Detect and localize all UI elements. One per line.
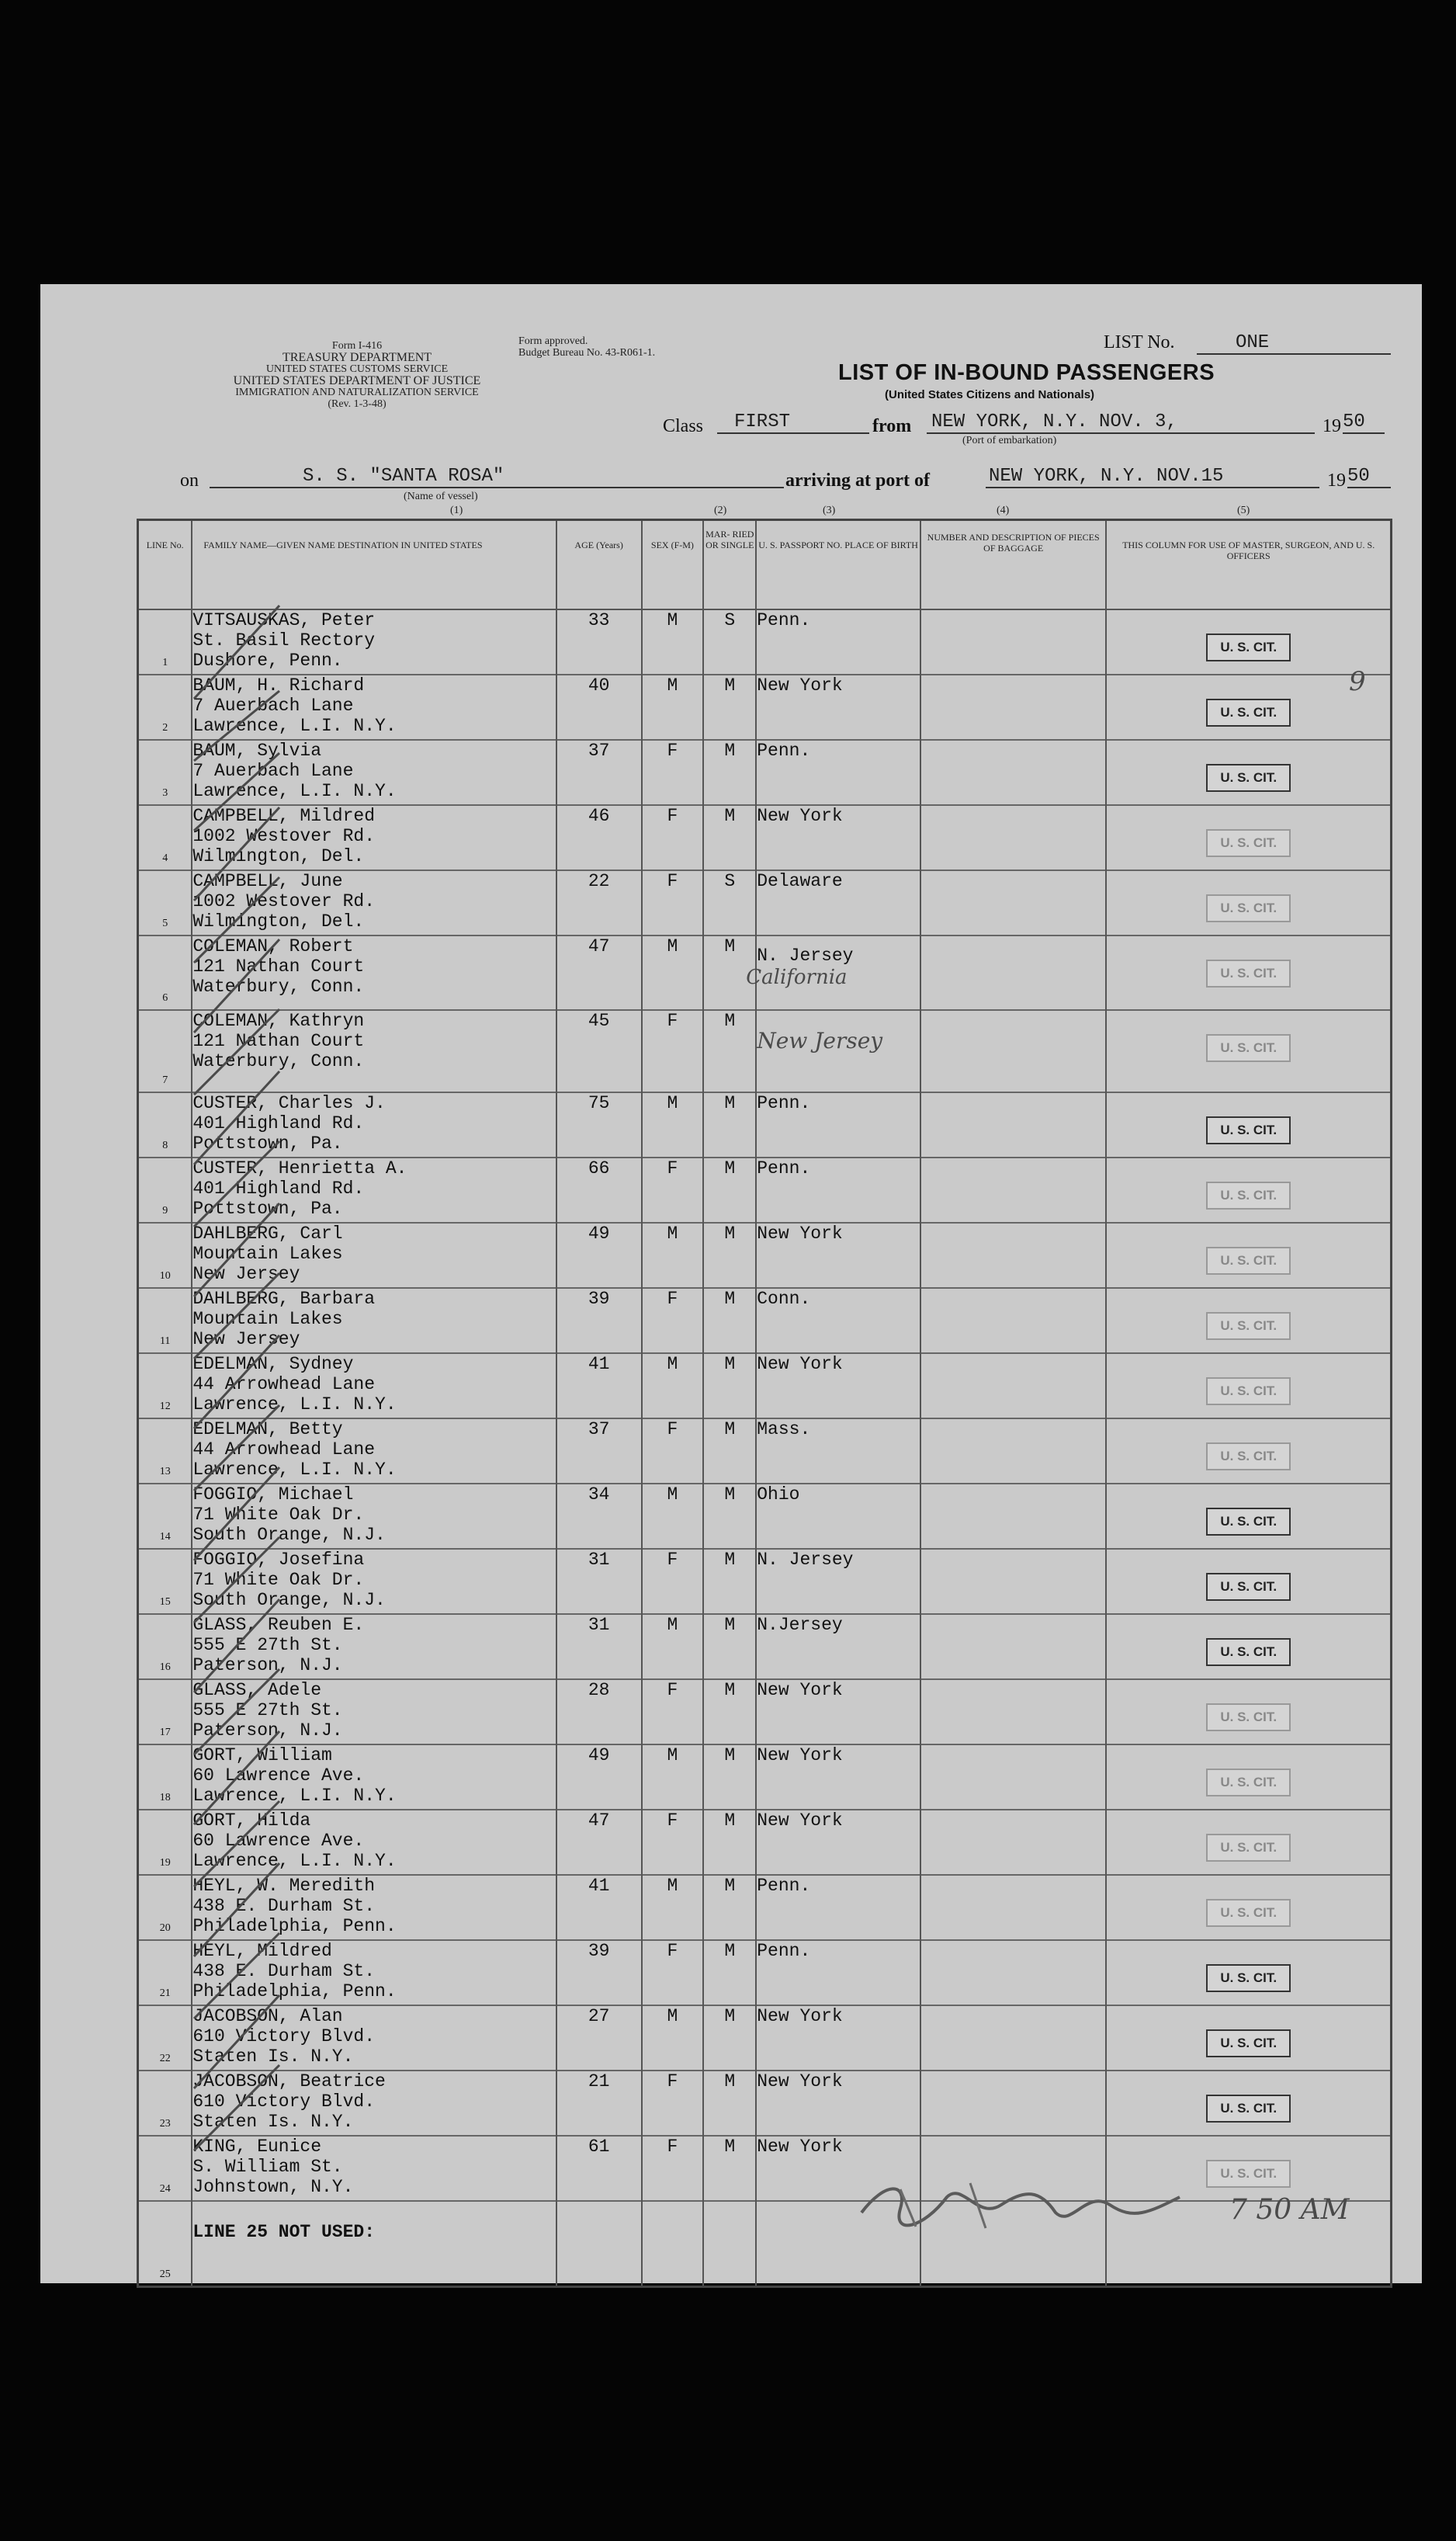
name-cell: FOGGIO, Michael 71 White Oak Dr. South Orange, N.J. <box>192 1484 556 1549</box>
birthplace-text: N. Jersey <box>757 946 854 966</box>
birthplace-cell: New York <box>756 675 920 740</box>
sex-cell: F <box>642 1679 704 1744</box>
sex-cell: F <box>642 2136 704 2201</box>
age-cell: 47 <box>556 936 642 1010</box>
on-label: on <box>180 470 199 491</box>
inspector-signature <box>854 2166 1195 2236</box>
table-row <box>138 675 1392 740</box>
baggage-cell <box>920 609 1106 675</box>
us-cit-stamp: U. S. CIT. <box>1206 1247 1291 1275</box>
age-cell: 61 <box>556 2136 642 2201</box>
birthplace-cell: Penn. <box>756 740 920 805</box>
table-row <box>138 1549 1392 1614</box>
officer-cell <box>1106 1010 1391 1092</box>
list-no-value: ONE <box>1197 332 1391 355</box>
handwritten-note: New Jersey <box>757 1028 883 1054</box>
line-no-cell: 24 <box>138 2136 192 2201</box>
col-number-2: (2) <box>714 505 727 516</box>
baggage-cell <box>920 2005 1106 2071</box>
list-no-label: LIST No. <box>1104 332 1175 352</box>
line-no-cell: 18 <box>138 1744 192 1810</box>
baggage-cell <box>920 870 1106 936</box>
birthplace-cell: Mass. <box>756 1418 920 1484</box>
line-no-cell: 11 <box>138 1288 192 1353</box>
port-caption: (Port of embarkation) <box>962 435 1057 446</box>
name-cell: HEYL, W. Meredith 438 E. Durham St. Philadelphia, Penn. <box>192 1875 556 1940</box>
sex-cell: M <box>642 1353 704 1418</box>
sex-cell: F <box>642 740 704 805</box>
table-row <box>138 1418 1392 1484</box>
officer-cell <box>1106 1810 1391 1875</box>
marital-cell: M <box>703 1940 756 2005</box>
birthplace-cell: New York <box>756 2071 920 2136</box>
class-label: Class <box>663 416 704 436</box>
header-line-no: LINE No. <box>138 520 192 610</box>
table-row <box>138 1810 1392 1875</box>
baggage-cell <box>920 805 1106 870</box>
officer-cell <box>1106 1875 1391 1940</box>
sex-cell: M <box>642 1875 704 1940</box>
us-cit-stamp: U. S. CIT. <box>1206 1116 1291 1144</box>
form-approval <box>518 335 655 359</box>
marital-cell: M <box>703 1484 756 1549</box>
us-cit-stamp: U. S. CIT. <box>1206 829 1291 857</box>
age-cell: 33 <box>556 609 642 675</box>
form-number: Form I-416 <box>331 340 383 352</box>
officer-cell <box>1106 1092 1391 1158</box>
line-no-cell: 23 <box>138 2071 192 2136</box>
birthplace-cell: New York <box>756 2136 920 2201</box>
form-revision: (Rev. 1-3-48) <box>328 398 387 410</box>
col-number-5: (5) <box>1237 505 1250 516</box>
baggage-cell <box>920 1549 1106 1614</box>
officer-cell <box>1106 1744 1391 1810</box>
sex-cell: M <box>642 1744 704 1810</box>
class-value: FIRST <box>717 411 869 434</box>
birthplace-cell: New York <box>756 1744 920 1810</box>
officer-cell <box>1106 936 1391 1010</box>
us-cit-stamp: U. S. CIT. <box>1206 1034 1291 1062</box>
us-cit-stamp: U. S. CIT. <box>1206 2029 1291 2057</box>
officer-cell <box>1106 2071 1391 2136</box>
us-cit-stamp: U. S. CIT. <box>1206 1573 1291 1601</box>
marital-cell: M <box>703 740 756 805</box>
age-cell: 66 <box>556 1158 642 1223</box>
sex-cell: F <box>642 2071 704 2136</box>
sex-cell: M <box>642 609 704 675</box>
baggage-cell <box>920 1810 1106 1875</box>
officer-cell <box>1106 1418 1391 1484</box>
name-cell: CUSTER, Charles J. 401 Highland Rd. Pottstown, Pa. <box>192 1092 556 1158</box>
table-row <box>138 1744 1392 1810</box>
age-cell: 31 <box>556 1614 642 1679</box>
officer-cell <box>1106 805 1391 870</box>
birthplace-cell: New York <box>756 805 920 870</box>
age-cell: 75 <box>556 1092 642 1158</box>
header-sex: SEX (F-M) <box>642 520 704 610</box>
marital-cell: M <box>703 1288 756 1353</box>
table-row <box>138 1875 1392 1940</box>
marital-cell: M <box>703 675 756 740</box>
from-label: from <box>872 416 912 436</box>
age-cell: 49 <box>556 1744 642 1810</box>
baggage-cell <box>920 1092 1106 1158</box>
baggage-cell <box>920 2071 1106 2136</box>
table-row <box>138 1679 1392 1744</box>
birthplace-cell: Penn. <box>756 1092 920 1158</box>
from-value: NEW YORK, N.Y. NOV. 3, <box>927 411 1315 434</box>
us-cit-stamp: U. S. CIT. <box>1206 1508 1291 1536</box>
sex-cell: M <box>642 2005 704 2071</box>
birthplace-cell: New York <box>756 2005 920 2071</box>
birthplace-cell: Ohio <box>756 1484 920 1549</box>
sex-cell: F <box>642 870 704 936</box>
marital-cell: S <box>703 609 756 675</box>
us-cit-stamp: U. S. CIT. <box>1206 1312 1291 1340</box>
line-no-cell: 16 <box>138 1614 192 1679</box>
sex-cell: M <box>642 1614 704 1679</box>
from-year-prefix: 19 <box>1323 416 1341 436</box>
sex-cell: M <box>642 675 704 740</box>
header-passport: U. S. PASSPORT NO. PLACE OF BIRTH <box>756 520 920 610</box>
name-cell: JACOBSON, Beatrice 610 Victory Blvd. Staten Is. N.Y. <box>192 2071 556 2136</box>
ins-service: IMMIGRATION AND NATURALIZATION SERVICE <box>235 387 479 398</box>
age-cell: 46 <box>556 805 642 870</box>
us-cit-stamp: U. S. CIT. <box>1206 699 1291 727</box>
birthplace-cell: Penn. <box>756 609 920 675</box>
line-no-cell: 21 <box>138 1940 192 2005</box>
name-cell: DAHLBERG, Carl Mountain Lakes New Jersey <box>192 1223 556 1288</box>
baggage-cell <box>920 1875 1106 1940</box>
header-married: MAR- RIED OR SINGLE <box>703 520 756 610</box>
birthplace-cell: Delaware <box>756 870 920 936</box>
table-row <box>138 2201 1392 2287</box>
name-cell: KING, Eunice S. William St. Johnstown, N.Y. <box>192 2136 556 2201</box>
marital-cell: M <box>703 936 756 1010</box>
name-cell: VITSAUSKAS, Peter St. Basil Rectory Dushore, Penn. <box>192 609 556 675</box>
sex-cell: M <box>642 1223 704 1288</box>
table-row <box>138 805 1392 870</box>
officer-cell <box>1106 1549 1391 1614</box>
us-cit-stamp: U. S. CIT. <box>1206 2095 1291 2123</box>
marital-cell: M <box>703 2005 756 2071</box>
officer-cell <box>1106 1614 1391 1679</box>
handwritten-time: 7 50 AM <box>1229 2194 1350 2226</box>
age-cell: 40 <box>556 675 642 740</box>
line-no-cell: 20 <box>138 1875 192 1940</box>
col-number-4: (4) <box>997 505 1010 516</box>
budget-bureau: Budget Bureau No. 43-R061-1. <box>518 347 656 359</box>
line-no-cell: 1 <box>138 609 192 675</box>
marital-cell: M <box>703 1223 756 1288</box>
age-cell: 41 <box>556 1875 642 1940</box>
line-no-cell: 10 <box>138 1223 192 1288</box>
sex-cell: F <box>642 1418 704 1484</box>
marital-cell: M <box>703 1010 756 1092</box>
age-cell: 47 <box>556 1810 642 1875</box>
us-cit-stamp: U. S. CIT. <box>1206 1703 1291 1731</box>
name-cell: GORT, William 60 Lawrence Ave. Lawrence, L.I. N.Y. <box>192 1744 556 1810</box>
age-cell <box>556 2201 642 2287</box>
table-row <box>138 936 1392 1010</box>
form-subtitle: (United States Citizens and Nationals) <box>885 388 1095 401</box>
header-officer-use: THIS COLUMN FOR USE OF MASTER, SURGEON, AND U. S. OFFICERS <box>1106 520 1391 610</box>
birthplace-cell: Penn. <box>756 1158 920 1223</box>
name-cell: CAMPBELL, June 1002 Westover Rd. Wilmington, Del. <box>192 870 556 936</box>
baggage-cell <box>920 936 1106 1010</box>
officer-cell <box>1106 1353 1391 1418</box>
header-name: FAMILY NAME—GIVEN NAME DESTINATION IN UNITED STATES <box>192 520 556 610</box>
age-cell: 27 <box>556 2005 642 2071</box>
sex-cell: F <box>642 1010 704 1092</box>
table-row <box>138 740 1392 805</box>
table-row <box>138 1353 1392 1418</box>
header-baggage: NUMBER AND DESCRIPTION OF PIECES OF BAGGAGE <box>920 520 1106 610</box>
us-cit-stamp: U. S. CIT. <box>1206 1964 1291 1992</box>
birthplace-cell: New York <box>756 1810 920 1875</box>
baggage-cell <box>920 1614 1106 1679</box>
officer-cell <box>1106 870 1391 936</box>
baggage-cell <box>920 1158 1106 1223</box>
arrival-value: NEW YORK, N.Y. NOV.15 <box>986 466 1319 488</box>
arrival-year: 50 <box>1347 466 1391 488</box>
marital-cell: M <box>703 1158 756 1223</box>
line-no-cell: 15 <box>138 1549 192 1614</box>
line-unused-note: LINE 25 NOT USED: <box>192 2222 376 2242</box>
name-cell: HEYL, Mildred 438 E. Durham St. Philadelphia, Penn. <box>192 1940 556 2005</box>
table-row <box>138 1010 1392 1092</box>
from-year: 50 <box>1343 411 1385 434</box>
line-no-cell: 9 <box>138 1158 192 1223</box>
marital-cell: M <box>703 1679 756 1744</box>
officer-cell <box>1106 1940 1391 2005</box>
arrival-year-prefix: 19 <box>1327 470 1346 491</box>
name-cell: GLASS, Reuben E. 555 E 27th St. Paterson, N.J. <box>192 1614 556 1679</box>
marital-cell: M <box>703 1614 756 1679</box>
line-no-cell: 5 <box>138 870 192 936</box>
age-cell: 39 <box>556 1940 642 2005</box>
form-title: LIST OF IN-BOUND PASSENGERS <box>838 360 1215 385</box>
margin-tally-number: 9 <box>1349 666 1366 697</box>
baggage-cell <box>920 1353 1106 1418</box>
age-cell: 31 <box>556 1549 642 1614</box>
marital-cell: M <box>703 1418 756 1484</box>
name-cell <box>192 2201 556 2287</box>
line-no-cell: 6 <box>138 936 192 1010</box>
sex-cell: M <box>642 1484 704 1549</box>
us-cit-stamp: U. S. CIT. <box>1206 634 1291 661</box>
form-approved: Form approved. <box>518 335 588 347</box>
baggage-cell <box>920 740 1106 805</box>
name-cell: BAUM, H. Richard 7 Auerbach Lane Lawrence, L.I. N.Y. <box>192 675 556 740</box>
line-no-cell: 17 <box>138 1679 192 1744</box>
name-cell: CAMPBELL, Mildred 1002 Westover Rd. Wilmington, Del. <box>192 805 556 870</box>
header-age: AGE (Years) <box>556 520 642 610</box>
officer-cell <box>1106 740 1391 805</box>
table-row <box>138 1940 1392 2005</box>
us-cit-stamp: U. S. CIT. <box>1206 2160 1291 2188</box>
us-cit-stamp: U. S. CIT. <box>1206 1899 1291 1927</box>
baggage-cell <box>920 1418 1106 1484</box>
line-no-cell: 3 <box>138 740 192 805</box>
officer-cell <box>1106 609 1391 675</box>
line-no-cell: 2 <box>138 675 192 740</box>
arriving-label: arriving at port of <box>785 470 930 491</box>
birthplace-cell: Penn. <box>756 1940 920 2005</box>
passenger-table <box>137 519 1392 2288</box>
table-row <box>138 1484 1392 1549</box>
treasury-dept: TREASURY DEPARTMENT <box>282 351 432 364</box>
baggage-cell <box>920 1223 1106 1288</box>
birthplace-cell: Conn. <box>756 1288 920 1353</box>
sex-cell <box>642 2201 704 2287</box>
col-number-3: (3) <box>823 505 836 516</box>
us-cit-stamp: U. S. CIT. <box>1206 764 1291 792</box>
us-cit-stamp: U. S. CIT. <box>1206 1638 1291 1666</box>
name-cell: GORT, Hilda 60 Lawrence Ave. Lawrence, L.I. N.Y. <box>192 1810 556 1875</box>
age-cell: 28 <box>556 1679 642 1744</box>
birthplace-cell <box>746 936 920 1010</box>
table-row <box>138 1223 1392 1288</box>
name-cell: GLASS, Adele 555 E 27th St. Paterson, N.J. <box>192 1679 556 1744</box>
us-cit-stamp: U. S. CIT. <box>1206 960 1291 988</box>
us-cit-stamp: U. S. CIT. <box>1206 1834 1291 1862</box>
marital-cell: M <box>703 2071 756 2136</box>
marital-cell: S <box>703 870 756 936</box>
sex-cell: F <box>642 1940 704 2005</box>
name-cell: COLEMAN, Kathryn 121 Nathan Court Waterbury, Conn. <box>192 1010 556 1092</box>
birthplace-cell: New York <box>756 1223 920 1288</box>
sex-cell: F <box>642 1549 704 1614</box>
name-cell: EDELMAN, Sydney 44 Arrowhead Lane Lawrence, L.I. N.Y. <box>192 1353 556 1418</box>
birthplace-cell: Penn. <box>756 1875 920 1940</box>
table-row <box>138 609 1392 675</box>
name-cell: FOGGIO, Josefina 71 White Oak Dr. South Orange, N.J. <box>192 1549 556 1614</box>
birthplace-cell: New York <box>756 1679 920 1744</box>
sex-cell: M <box>642 936 704 1010</box>
sex-cell: F <box>642 1288 704 1353</box>
sex-cell: M <box>642 1092 704 1158</box>
line-no-cell: 12 <box>138 1353 192 1418</box>
table-row <box>138 2071 1392 2136</box>
line-no-cell: 25 <box>138 2201 192 2287</box>
customs-service: UNITED STATES CUSTOMS SERVICE <box>265 363 449 375</box>
officer-cell <box>1106 2005 1391 2071</box>
table-row <box>138 1158 1392 1223</box>
birthplace-cell: New York <box>756 1353 920 1418</box>
age-cell: 49 <box>556 1223 642 1288</box>
name-cell: JACOBSON, Alan 610 Victory Blvd. Staten Is. N.Y. <box>192 2005 556 2071</box>
baggage-cell <box>920 675 1106 740</box>
vessel-name: S. S. "SANTA ROSA" <box>210 466 784 488</box>
marital-cell <box>703 2201 756 2287</box>
marital-cell: M <box>703 805 756 870</box>
us-cit-stamp: U. S. CIT. <box>1206 1769 1291 1796</box>
us-cit-stamp: U. S. CIT. <box>1206 1377 1291 1405</box>
marital-cell: M <box>703 2136 756 2201</box>
table-row <box>138 1288 1392 1353</box>
baggage-cell <box>920 1940 1106 2005</box>
table-row <box>138 1614 1392 1679</box>
justice-dept: UNITED STATES DEPARTMENT OF JUSTICE <box>233 374 481 387</box>
officer-cell <box>1106 1223 1391 1288</box>
baggage-cell <box>920 1010 1106 1092</box>
name-cell: CUSTER, Henrietta A. 401 Highland Rd. Pottstown, Pa. <box>192 1158 556 1223</box>
line-no-cell: 4 <box>138 805 192 870</box>
vessel-caption: (Name of vessel) <box>404 491 478 502</box>
marital-cell: M <box>703 1092 756 1158</box>
marital-cell: M <box>703 1810 756 1875</box>
check-marks <box>186 575 310 2189</box>
officer-cell <box>1106 1158 1391 1223</box>
age-cell: 39 <box>556 1288 642 1353</box>
age-cell: 22 <box>556 870 642 936</box>
age-cell: 37 <box>556 1418 642 1484</box>
birthplace-cell: N.Jersey <box>756 1614 920 1679</box>
name-cell: BAUM, Sylvia 7 Auerbach Lane Lawrence, L.I. N.Y. <box>192 740 556 805</box>
baggage-cell <box>920 1679 1106 1744</box>
line-no-cell: 7 <box>138 1010 192 1092</box>
marital-cell: M <box>703 1875 756 1940</box>
line-no-cell: 22 <box>138 2005 192 2071</box>
line-no-cell: 8 <box>138 1092 192 1158</box>
officer-cell <box>1106 1679 1391 1744</box>
name-cell: EDELMAN, Betty 44 Arrowhead Lane Lawrence, L.I. N.Y. <box>192 1418 556 1484</box>
marital-cell: M <box>703 1353 756 1418</box>
col-number-1: (1) <box>450 505 463 516</box>
table-row <box>138 1092 1392 1158</box>
us-cit-stamp: U. S. CIT. <box>1206 894 1291 922</box>
birthplace-cell: N. Jersey <box>756 1549 920 1614</box>
age-cell: 37 <box>556 740 642 805</box>
officer-cell <box>1106 1484 1391 1549</box>
form-agency-block <box>179 340 536 410</box>
handwritten-note: California <box>746 966 848 989</box>
line-no-cell: 13 <box>138 1418 192 1484</box>
name-cell: COLEMAN, Robert 121 Nathan Court Waterbury, Conn. <box>192 936 556 1010</box>
sex-cell: F <box>642 1810 704 1875</box>
line-no-cell: 19 <box>138 1810 192 1875</box>
table-row <box>138 2005 1392 2071</box>
age-cell: 21 <box>556 2071 642 2136</box>
marital-cell: M <box>703 1744 756 1810</box>
birthplace-cell <box>756 1010 920 1092</box>
sex-cell: F <box>642 805 704 870</box>
baggage-cell <box>920 1744 1106 1810</box>
name-cell: DAHLBERG, Barbara Mountain Lakes New Jersey <box>192 1288 556 1353</box>
age-cell: 45 <box>556 1010 642 1092</box>
table-row <box>138 870 1392 936</box>
age-cell: 41 <box>556 1353 642 1418</box>
line-no-cell: 14 <box>138 1484 192 1549</box>
marital-cell: M <box>703 1549 756 1614</box>
table-row <box>138 2136 1392 2201</box>
sex-cell: F <box>642 1158 704 1223</box>
officer-cell <box>1106 1288 1391 1353</box>
age-cell: 34 <box>556 1484 642 1549</box>
us-cit-stamp: U. S. CIT. <box>1206 1442 1291 1470</box>
table-header <box>138 520 1392 610</box>
us-cit-stamp: U. S. CIT. <box>1206 1182 1291 1210</box>
baggage-cell <box>920 1484 1106 1549</box>
baggage-cell <box>920 1288 1106 1353</box>
